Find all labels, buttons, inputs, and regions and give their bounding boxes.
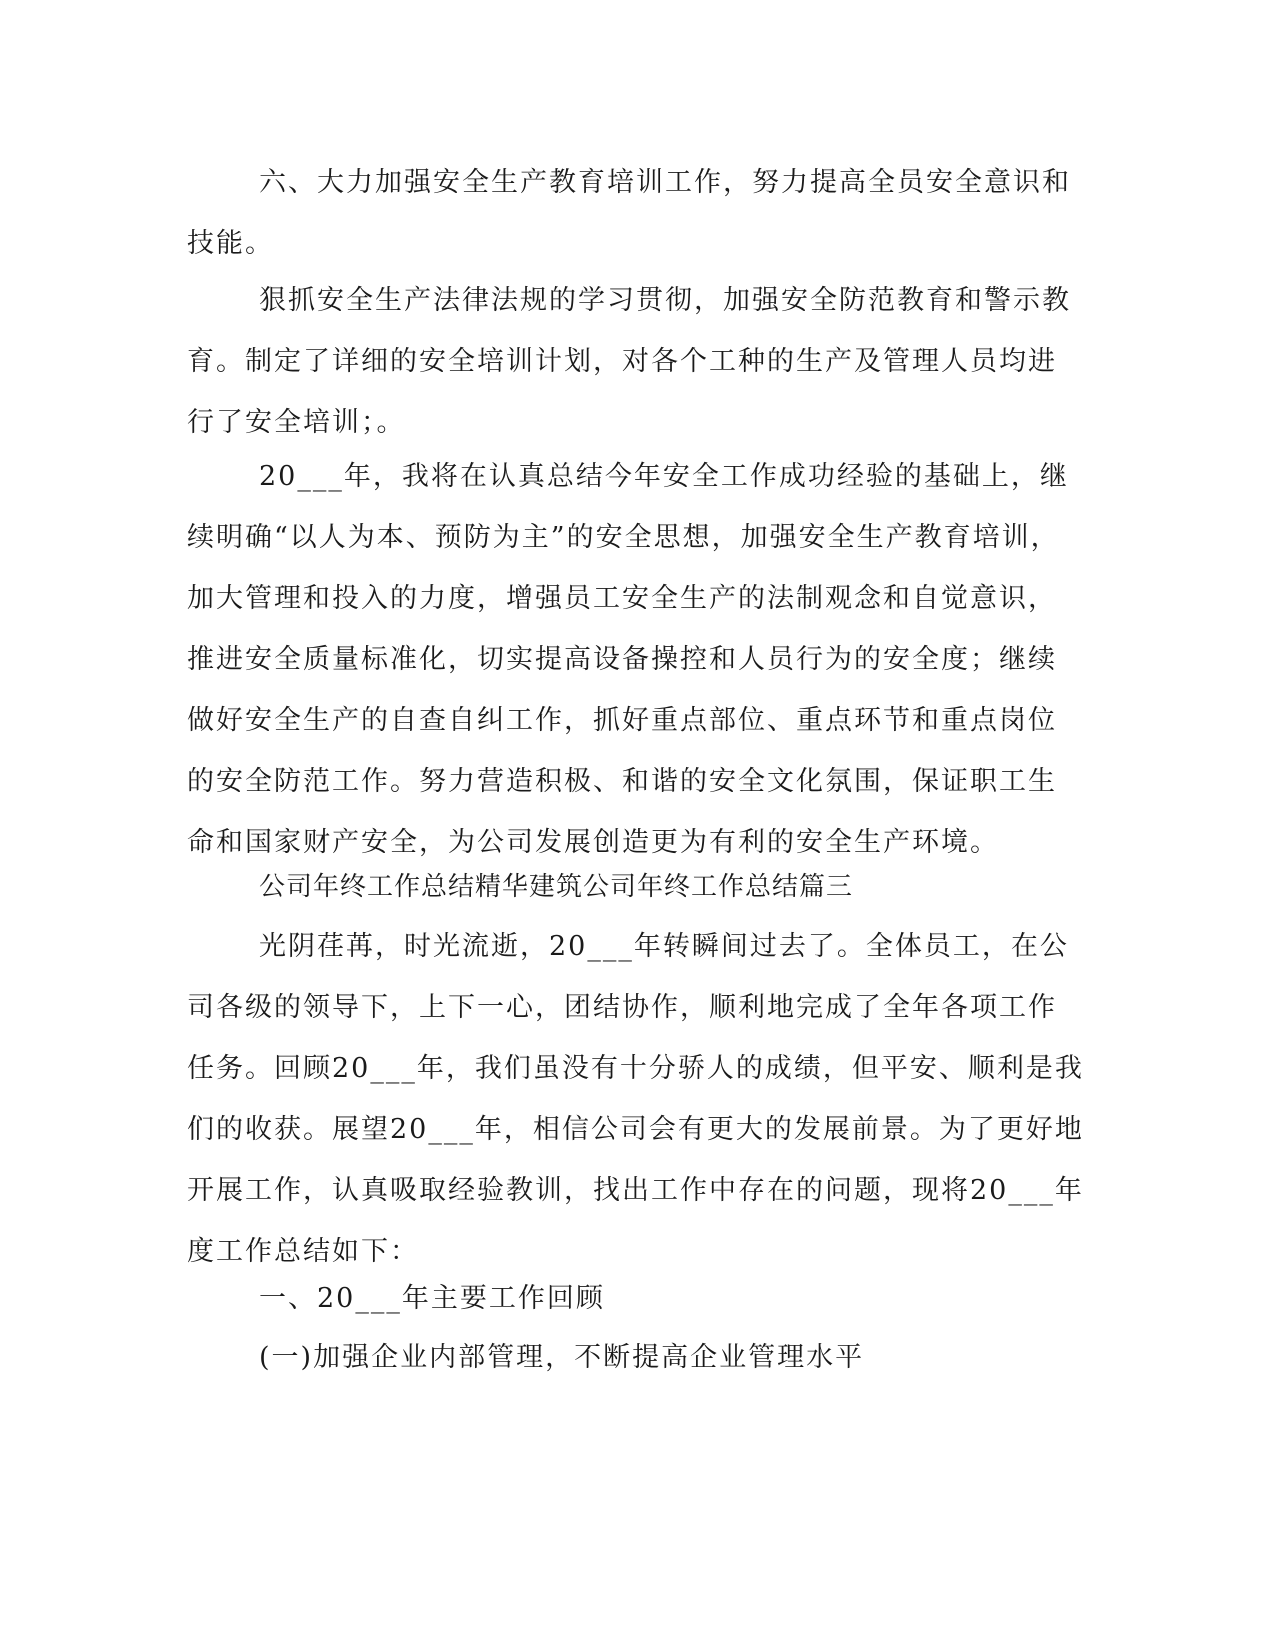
- article-title: [187, 857, 1067, 918]
- text-line: 开展工作，认真吸取经验教训，找出工作中存在的问题，现将20___年: [187, 1175, 1084, 1206]
- text-line: 加大管理和投入的力度，增强员工安全生产的法制观念和自觉意识，: [187, 583, 1057, 614]
- text-line: 命和国家财产安全，为公司发展创造更为有利的安全生产环境。: [187, 827, 999, 858]
- text-line: 一、20___年主要工作回顾: [259, 1283, 605, 1314]
- next-year-plan-paragraph: [187, 446, 1067, 873]
- text-line: 20___年，我将在认真总结今年安全工作成功经验的基础上，继: [259, 461, 1069, 492]
- text-line: 续明确“以人为本、预防为主”的安全思想，加强安全生产教育培训，: [187, 522, 1060, 553]
- text-line: 度工作总结如下：: [187, 1236, 419, 1267]
- text-line: 光阴荏苒，时光流逝，20___年转瞬间过去了。全体员工，在公: [259, 931, 1069, 962]
- text-line: 公司年终工作总结精华建筑公司年终工作总结篇三: [259, 872, 854, 902]
- text-line: 育。制定了详细的安全培训计划，对各个工种的生产及管理人员均进: [187, 346, 1057, 377]
- text-line: 们的收获。展望20___年，相信公司会有更大的发展前景。为了更好地: [187, 1114, 1084, 1145]
- text-line: 做好安全生产的自查自纠工作，抓好重点部位、重点环节和重点岗位: [187, 705, 1057, 736]
- text-line: 司各级的领导下，上下一心，团结协作，顺利地完成了全年各项工作: [187, 992, 1057, 1023]
- subsection-one-heading: [187, 1327, 1067, 1388]
- section-six-heading: [187, 152, 1071, 274]
- text-line: 任务。回顾20___年，我们虽没有十分骄人的成绩，但平安、顺利是我: [187, 1053, 1084, 1084]
- text-line: 六、大力加强安全生产教育培训工作，努力提高全员安全意识和: [259, 167, 1071, 198]
- text-line: 狠抓安全生产法律法规的学习贯彻，加强安全防范教育和警示教: [259, 285, 1071, 316]
- text-line: 行了安全培训；。: [187, 407, 406, 438]
- text-line: 的安全防范工作。努力营造积极、和谐的安全文化氛围，保证职工生: [187, 766, 1057, 797]
- intro-paragraph: [187, 916, 1084, 1282]
- text-line: 推进安全质量标准化，切实提高设备操控和人员行为的安全度；继续: [187, 644, 1057, 675]
- text-line: (一)加强企业内部管理，不断提高企业管理水平: [259, 1342, 865, 1373]
- section-one-heading: [187, 1268, 1067, 1329]
- text-line: 技能。: [187, 228, 274, 259]
- training-paragraph: [187, 270, 1071, 453]
